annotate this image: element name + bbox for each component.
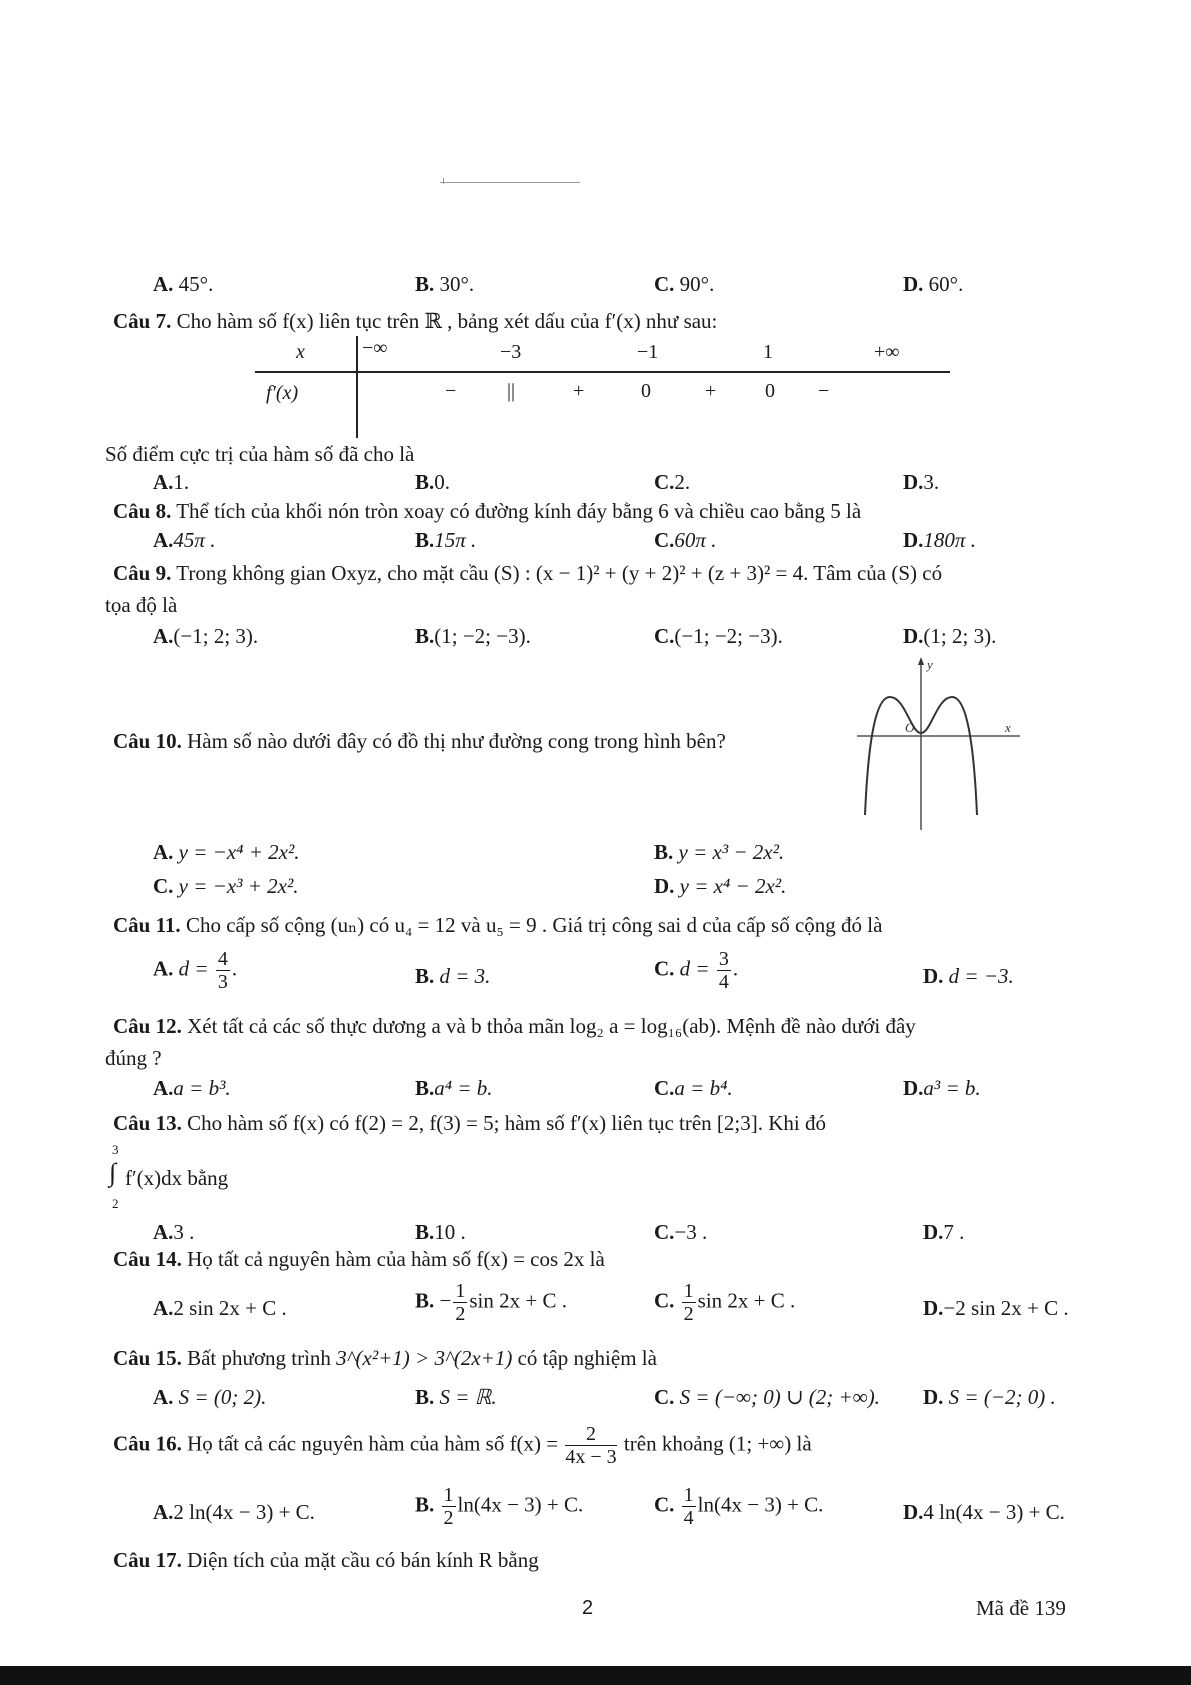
option-row: A. S = (0; 2). xyxy=(153,1385,267,1409)
table-sign: 0 xyxy=(765,380,775,402)
y-axis-arrow xyxy=(918,657,924,665)
option-row: A. d = $\frac{4}{3}$ . xyxy=(153,948,238,993)
scan-artifact xyxy=(440,182,580,183)
option-row: D. S = (−2; 0) . xyxy=(923,1385,1056,1409)
option-row: A. y = −x⁴ + 2x². xyxy=(153,840,300,864)
option-row: D.(1; 2; 3). xyxy=(903,624,997,648)
option-row: B. S = ℝ. xyxy=(415,1385,497,1409)
option-row: A.45π . xyxy=(153,528,216,552)
table-x-label: x xyxy=(296,341,305,363)
question-11: Câu 11. Cho cấp số cộng (uₙ) có u₄ = 12 và u₅ = 9 . Giá trị công sai d của cấp số cộng đó là xyxy=(113,913,883,937)
option-row: B. y = x³ − 2x². xyxy=(654,840,785,864)
option-row: C.−3 . xyxy=(654,1220,708,1244)
question-16: Câu 16. Họ tất cả các nguyên hàm của hàm số f(x) = $\frac{2}{4x - 3}$ trên khoảng (1; +∞) là xyxy=(113,1423,812,1468)
x-axis-label: x xyxy=(1005,720,1011,735)
integral-upper: 3 xyxy=(112,1142,119,1157)
option-row: B. d = 3. xyxy=(415,964,491,988)
question-12: Câu 12. Xét tất cả các số thực dương a và b thỏa mãn log₂ a = log₁₆(ab). Mệnh đề nào dưới đây xyxy=(113,1014,916,1038)
option-row: D. 60°. xyxy=(903,272,964,296)
option-row: B.0. xyxy=(415,470,451,494)
option-row: D.3. xyxy=(903,470,940,494)
table-x-value: 1 xyxy=(763,341,773,363)
question-text: Cho hàm số f(x) liên tục trên ℝ , bảng xét dấu của f′(x) như sau: xyxy=(176,309,718,333)
option-row: D.a³ = b. xyxy=(903,1076,981,1100)
option-row: C. S = (−∞; 0) ∪ (2; +∞). xyxy=(654,1385,880,1409)
function-graph xyxy=(855,655,1025,830)
question-8: Câu 8. Thể tích của khối nón tròn xoay có đường kính đáy bằng 6 và chiều cao bằng 5 là xyxy=(113,499,862,523)
option-row: C.2. xyxy=(654,470,691,494)
integral-lower: 2 xyxy=(112,1196,119,1211)
option-row: B.10 . xyxy=(415,1220,466,1244)
table-x-value: −1 xyxy=(637,341,659,363)
table-sign: − xyxy=(445,380,457,402)
option-row: C. $\frac{1}{4}$ ln(4x − 3) + C. xyxy=(654,1484,824,1529)
page-number: 2 xyxy=(582,1597,594,1619)
option-row: D.4 ln(4x − 3) + C. xyxy=(903,1500,1065,1524)
option-row: B.a⁴ = b. xyxy=(415,1076,493,1100)
option-row: D. y = x⁴ − 2x². xyxy=(654,874,787,898)
table-x-value: −∞ xyxy=(362,337,388,359)
option-row: A. 45°. xyxy=(153,272,214,296)
origin-label: O xyxy=(905,720,915,735)
question-text: Số điểm cực trị của hàm số đã cho là xyxy=(105,442,415,466)
question-9: Câu 9. Trong không gian Oxyz, cho mặt cầu (S) : (x − 1)² + (y + 2)² + (z + 3)² = 4. Tâm của (S) có xyxy=(113,561,943,585)
option-row: A.2 sin 2x + C . xyxy=(153,1296,287,1320)
table-sign: || xyxy=(507,380,516,402)
question-10: Câu 10. Hàm số nào dưới đây có đồ thị như đường cong trong hình bên? xyxy=(113,729,726,753)
question-14: Câu 14. Họ tất cả nguyên hàm của hàm số f(x) = cos 2x là xyxy=(113,1247,605,1271)
option-row: C.(−1; −2; −3). xyxy=(654,624,783,648)
question-13: Câu 13. Cho hàm số f(x) có f(2) = 2, f(3) = 5; hàm số f′(x) liên tục trên [2;3]. Khi đó xyxy=(113,1111,826,1135)
option-row: D. d = −3. xyxy=(923,964,1014,988)
option-row: B. 30°. xyxy=(415,272,475,296)
question-7 xyxy=(113,308,717,334)
option-row: C.a = b⁴. xyxy=(654,1076,733,1100)
table-x-value: −3 xyxy=(500,341,522,363)
scan-border xyxy=(0,1666,1191,1685)
option-row: C.60π . xyxy=(654,528,717,552)
y-axis-label: y xyxy=(927,657,933,672)
question-17: Câu 17. Diện tích của mặt cầu có bán kính R bằng xyxy=(113,1548,539,1572)
table-x-value: +∞ xyxy=(874,341,900,363)
table-sign: + xyxy=(573,380,585,402)
question-text: tọa độ là xyxy=(105,593,178,617)
option-row: A.1. xyxy=(153,470,190,494)
option-row: C. 90°. xyxy=(654,272,715,296)
question-15: Câu 15. Bất phương trình 3^(x²+1) > 3^(2x+1) có tập nghiệm là xyxy=(113,1346,657,1370)
question-label: Câu 7. xyxy=(113,309,172,333)
option-row: C. y = −x³ + 2x². xyxy=(153,874,299,898)
option-row: A.3 . xyxy=(153,1220,195,1244)
option-row: A.a = b³. xyxy=(153,1076,231,1100)
table-sign: 0 xyxy=(641,380,651,402)
option-row: B. $\frac{1}{2}$ ln(4x − 3) + C. xyxy=(415,1484,584,1529)
option-row: D.−2 sin 2x + C . xyxy=(923,1296,1069,1320)
option-row: B.15π . xyxy=(415,528,477,552)
option-row: C. $\frac{1}{2}$ sin 2x + C . xyxy=(654,1280,796,1325)
option-row: A.(−1; 2; 3). xyxy=(153,624,259,648)
integral-sign: ∫ xyxy=(109,1158,117,1187)
option-row: A.2 ln(4x − 3) + C. xyxy=(153,1500,315,1524)
option-row: C. d = $\frac{3}{4}$ . xyxy=(654,948,739,993)
scan-artifact xyxy=(443,178,444,184)
option-row: D.180π . xyxy=(903,528,976,552)
table-hline xyxy=(255,371,950,373)
table-sign: + xyxy=(705,380,717,402)
table-fprime-label: f′(x) xyxy=(266,382,299,404)
option-row: D.7 . xyxy=(923,1220,965,1244)
table-vline xyxy=(356,336,358,438)
question-text: đúng ? xyxy=(105,1046,162,1070)
option-row: B. − $\frac{1}{2}$ sin 2x + C . xyxy=(415,1280,567,1325)
exam-code: Mã đề 139 xyxy=(976,1596,1066,1620)
table-sign: − xyxy=(818,380,830,402)
option-row: B.(1; −2; −3). xyxy=(415,624,531,648)
integral-text: f′(x)dx bằng xyxy=(125,1166,229,1190)
